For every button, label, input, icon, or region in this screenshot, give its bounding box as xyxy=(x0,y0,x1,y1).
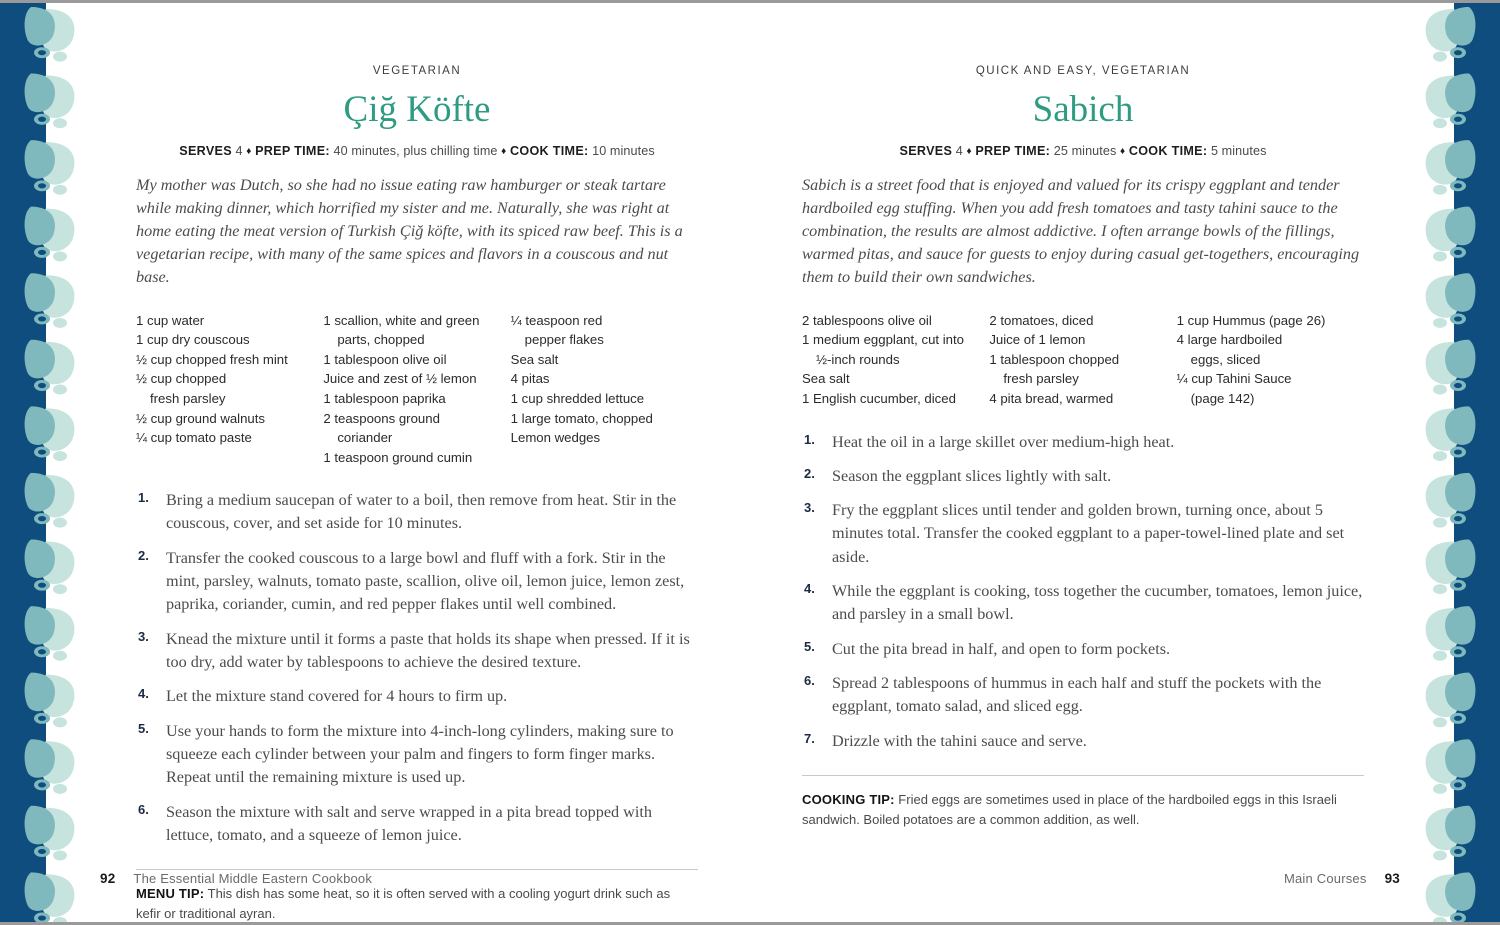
page-right xyxy=(750,3,1422,922)
recipe-intro-right: Sabich is a street food that is enjoyed and valued for its crispy eggplant and tender hardboiled egg stuffing. When you add fresh tomatoes and tasty tahini sauce to the combination, the results are almost addictive. I often arrange bowls of the fillings, warmed pitas, and sauce for guests to enjoy during casual get-togethers, encouraging them to build their own sandwiches. xyxy=(802,175,1360,286)
ingredient-item: 1 scallion, white and green xyxy=(323,312,480,328)
ingredient-item: Juice of 1 lemon xyxy=(989,332,1086,348)
serves-value-left: 4 xyxy=(235,143,243,158)
ingredient-item: 1 English cucumber, diced xyxy=(802,390,956,406)
prep-label-right: PREP TIME: xyxy=(975,143,1051,158)
instruction-steps-left xyxy=(136,489,698,847)
cook-label-right: COOK TIME: xyxy=(1128,143,1208,158)
ingredient-column xyxy=(1177,311,1364,409)
ingredient-item: ¼ cup Tahini Sauce xyxy=(1176,371,1292,387)
ingredient-item: ½ cup chopped xyxy=(136,371,227,387)
ingredient-column xyxy=(323,311,510,467)
instruction-step: Season the mixture with salt and serve wrapped in a pita bread topped with lettuce, tomato, and a squeeze of lemon juice. xyxy=(166,802,652,845)
recipe-category-left: VEGETARIAN xyxy=(372,65,462,77)
instruction-step: Bring a medium saucepan of water to a boil, then remove from heat. Stir in the couscous, cover, and set aside for 10 minutes. xyxy=(166,491,677,533)
footer-left xyxy=(100,871,372,886)
footer-right xyxy=(1284,871,1400,886)
instruction-step: Spread 2 tablespoons of hummus in each half and stuff the pockets with the eggplant, tomato salad, and sliced egg. xyxy=(832,674,1322,716)
instruction-step: Season the eggplant slices lightly with salt. xyxy=(832,466,1112,485)
border-pattern-left xyxy=(0,3,78,922)
instruction-step: Let the mixture stand covered for 4 hours to firm up. xyxy=(166,687,508,706)
book-title-footer: The Essential Middle Eastern Cookbook xyxy=(133,871,373,886)
instruction-steps-right xyxy=(802,431,1364,754)
meta-separator-icon: ♦ xyxy=(501,145,507,157)
serves-label-left: SERVES xyxy=(179,143,232,158)
ingredient-item: ¼ teaspoon red xyxy=(510,312,603,328)
tip-text-right: Fried eggs are sometimes used in place of the hardboiled eggs in this Israeli sandwich. Boiled potatoes are a common addition, as well. xyxy=(802,792,1337,827)
page-number-left: 92 xyxy=(100,871,116,886)
ingredient-item: fresh parsley xyxy=(1003,371,1079,387)
meta-separator-icon: ♦ xyxy=(966,145,972,157)
decorative-border-right xyxy=(1422,3,1500,922)
meta-separator-icon: ♦ xyxy=(246,145,252,157)
ingredient-item: 2 teaspoons ground xyxy=(323,410,440,426)
ingredient-item: 1 cup shredded lettuce xyxy=(510,390,645,406)
ingredient-item: ½-inch rounds xyxy=(816,351,900,367)
ingredient-item: 1 tablespoon chopped xyxy=(989,351,1120,367)
instruction-step: Transfer the cooked couscous to a large bowl and fluff with a fork. Stir in the mint, parsley, walnuts, tomato paste, scallion, olive oil, lemon juice, lemon zest, paprika, coriander, cumin, and red pepper flakes until well combined. xyxy=(166,548,685,614)
ingredient-item: Sea salt xyxy=(802,371,850,387)
spread-content xyxy=(78,3,1422,922)
tip-divider xyxy=(802,775,1364,776)
tip-label-right: COOKING TIP: xyxy=(802,792,895,808)
page-left xyxy=(78,3,750,922)
cooking-tip-right xyxy=(802,790,1364,829)
instruction-step: Knead the mixture until it forms a paste that holds its shape when pressed. If it is too dry, add water by tablespoons to achieve the desired texture. xyxy=(166,629,690,672)
ingredient-item: pepper flakes xyxy=(524,332,604,348)
instruction-step: Drizzle with the tahini sauce and serve. xyxy=(832,731,1087,750)
recipe-title-right: Sabich xyxy=(1032,89,1134,130)
ingredient-column xyxy=(136,311,323,467)
ingredient-item: 1 tablespoon olive oil xyxy=(323,351,447,367)
ingredient-item: 4 pita bread, warmed xyxy=(989,390,1114,406)
ingredient-item: Lemon wedges xyxy=(510,430,601,446)
border-pattern-right xyxy=(1422,3,1500,922)
ingredient-item: 1 large tomato, chopped xyxy=(510,410,653,426)
tip-label-left: MENU TIP: xyxy=(136,886,205,902)
prep-value-left: 40 minutes, plus chilling time xyxy=(333,143,498,158)
meta-separator-icon: ♦ xyxy=(1120,145,1126,157)
ingredient-item: 1 cup Hummus (page 26) xyxy=(1176,312,1326,328)
ingredient-item: (page 142) xyxy=(1190,390,1255,406)
ingredient-item: 1 teaspoon ground cumin xyxy=(323,449,473,465)
ingredient-item: 4 pitas xyxy=(510,371,550,387)
ingredient-item: fresh parsley xyxy=(150,390,226,406)
ingredient-item: 4 large hardboiled xyxy=(1176,332,1283,348)
cook-value-right: 5 minutes xyxy=(1210,143,1267,158)
ingredient-item: eggs, sliced xyxy=(1190,351,1261,367)
instruction-step: Use your hands to form the mixture into 4-inch-long cylinders, making sure to squeeze each cylinder between your palm and fingers to form finger marks. Repeat until the remaining mixture is used up. xyxy=(166,721,674,787)
recipe-meta-right xyxy=(802,144,1364,158)
prep-value-right: 25 minutes xyxy=(1053,143,1117,158)
ingredient-item: ¼ cup tomato paste xyxy=(136,430,252,446)
instruction-step: Cut the pita bread in half, and open to form pockets. xyxy=(832,639,1171,658)
recipe-intro-left: My mother was Dutch, so she had no issue eating raw hamburger or steak tartare while making dinner, which horrified my sister and me. Naturally, she was right at home eating the meat version of Turkish Çiğ köfte, with its spiced raw beef. This is a vegetarian recipe, with many of the same spices and flavors in a couscous and nut base. xyxy=(136,175,683,286)
ingredient-item: 1 cup dry couscous xyxy=(136,332,250,348)
ingredient-item: ½ cup ground walnuts xyxy=(136,410,266,426)
ingredient-item: Sea salt xyxy=(510,351,559,367)
serves-value-right: 4 xyxy=(955,143,963,158)
cook-value-left: 10 minutes xyxy=(592,143,655,158)
ingredient-item: coriander xyxy=(337,430,393,446)
ingredient-column xyxy=(802,311,989,409)
ingredient-item: 1 cup water xyxy=(136,312,205,328)
recipe-meta-left xyxy=(136,144,698,158)
ingredient-item: 2 tablespoons olive oil xyxy=(802,312,932,328)
prep-label-left: PREP TIME: xyxy=(255,143,330,158)
ingredient-column xyxy=(511,311,698,467)
ingredient-item: ½ cup chopped fresh mint xyxy=(136,351,288,367)
ingredient-list-left xyxy=(136,311,698,467)
ingredient-item: parts, chopped xyxy=(337,332,425,348)
section-title-footer: Main Courses xyxy=(1283,871,1367,886)
instruction-step: While the eggplant is cooking, toss together the cucumber, tomatoes, lemon juice, and parsley in a small bowl. xyxy=(832,582,1363,624)
ingredient-item: 2 tomatoes, diced xyxy=(989,312,1094,328)
recipe-category-right: QUICK AND EASY, VEGETARIAN xyxy=(975,65,1191,77)
menu-tip-left xyxy=(136,884,698,923)
ingredient-item: 1 tablespoon paprika xyxy=(323,390,446,406)
tip-text-left: This dish has some heat, so it is often served with a cooling yogurt drink such as kefir or traditional ayran. xyxy=(136,886,671,921)
ingredient-item: Juice and zest of ½ lemon xyxy=(323,371,477,387)
ingredient-item: 1 medium eggplant, cut into xyxy=(802,332,965,348)
cook-label-left: COOK TIME: xyxy=(509,143,589,158)
ingredient-column xyxy=(989,311,1176,409)
instruction-step: Fry the eggplant slices until tender and golden brown, turning once, about 5 minutes total. Transfer the cooked eggplant to a paper-towel-lined plate and set aside. xyxy=(832,501,1345,566)
ingredient-list-right xyxy=(802,311,1364,409)
page-number-right: 93 xyxy=(1384,871,1400,886)
instruction-step: Heat the oil in a large skillet over medium-high heat. xyxy=(832,432,1175,451)
recipe-title-left: Çiğ Köfte xyxy=(343,89,491,130)
decorative-border-left xyxy=(0,3,78,922)
tip-section-right xyxy=(802,775,1364,829)
serves-label-right: SERVES xyxy=(899,143,953,158)
